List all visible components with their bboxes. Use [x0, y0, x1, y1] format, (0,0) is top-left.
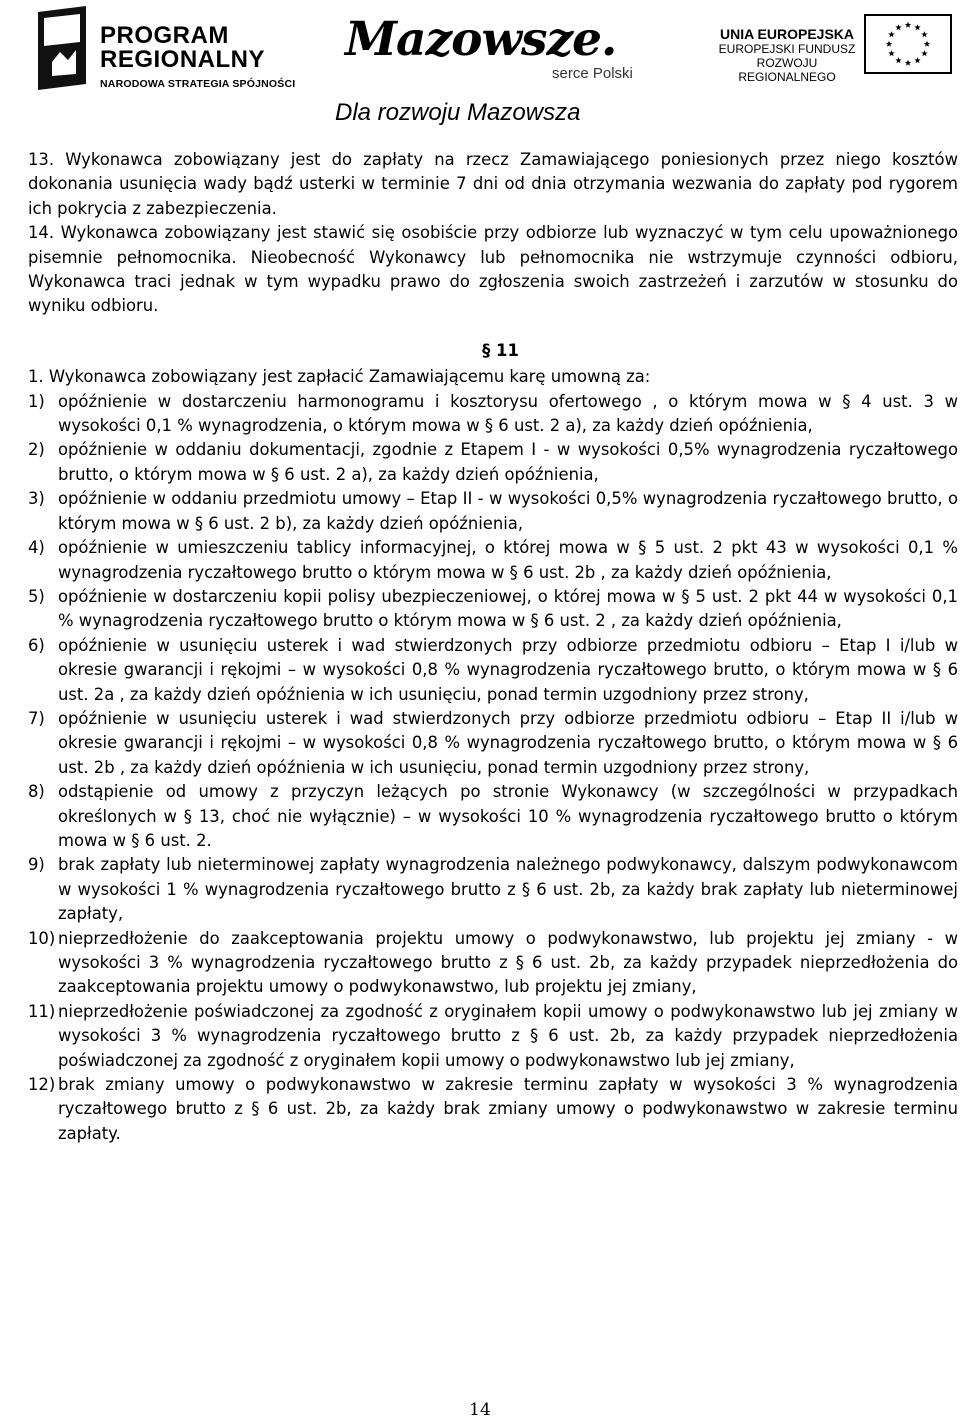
program-logo-line3: NARODOWA STRATEGIA SPÓJNOŚCI — [100, 78, 296, 90]
list-item-number: 12) — [28, 1075, 56, 1095]
list-item — [28, 487, 958, 536]
eu-star-icon — [905, 60, 911, 66]
program-regionalny-logo — [30, 4, 300, 94]
list-item-text: opóźnienie w dostarczeniu harmonogramu i kosztorysu ofertowego , o którym mowa w § 4 ust. 3 w wysokości 0,1 % wynagrodzenia, o którym mowa w § 6 ust. 2 a), za każdy dzień opóźnienia, — [58, 391, 958, 436]
list-item-text: opóźnienie w dostarczeniu kopii polisy ubezpieczeniowej, o której mowa w § 5 ust. 2 pkt 44 w wysokości 0,1 % wynagrodzenia ryczałtowego brutto o którym mowa w § 6 ust. 2 , za każdy dzień opóźnienia, — [58, 586, 958, 631]
list-item — [28, 780, 958, 853]
list-item-text: brak zapłaty lub nieterminowej zapłaty wynagrodzenia należnego podwykonawcy, dalszym podwykonawcom w wysokości 1 % wynagrodzenia ryczałtowego brutto z § 6 ust. 2b, za każdy brak zapłaty lub nieterminowej zapłaty, — [58, 855, 958, 924]
document-body — [28, 148, 958, 1146]
eu-flag-icon — [864, 14, 952, 74]
list-item-number: 6) — [28, 635, 45, 655]
eu-star-icon — [895, 57, 901, 63]
list-item — [28, 853, 958, 926]
program-logo-line1: PROGRAM — [100, 22, 229, 49]
eu-star-icon — [886, 41, 892, 47]
list-item-number: 1) — [28, 391, 45, 411]
eu-star-icon — [888, 31, 894, 37]
program-logo-text — [100, 24, 295, 90]
list-item-number: 8) — [28, 782, 45, 802]
eu-star-icon — [914, 24, 920, 30]
list-item-text: opóźnienie w usunięciu usterek i wad stwierdzonych przy odbiorze przedmiotu odbioru – Etap I i/lub w okresie gwarancji i rękojmi – w wysokości 0,8 % wynagrodzenia ryczałtowego brutto, o którym mowa w § 6 ust. 2a , za każdy dzień opóźnienia w ich usunięciu, ponad termin uzgodniony przez strony, — [58, 635, 958, 704]
list-intro: 1. Wykonawca zobowiązany jest zapłacić Zamawiającemu karę umowną za: — [28, 367, 651, 387]
list-item — [28, 390, 958, 439]
page-header — [0, 0, 960, 135]
list-item-number: 3) — [28, 489, 45, 509]
eu-star-icon — [921, 50, 927, 56]
list-item — [28, 585, 958, 634]
list-item-number: 4) — [28, 538, 45, 558]
list-item — [28, 927, 958, 1000]
mazowsze-logo-subtitle: serce Polski — [552, 65, 633, 82]
list-item — [28, 438, 958, 487]
paragraph-13: 13. Wykonawca zobowiązany jest do zapłaty na rzecz Zamawiającego poniesionych przez niego kosztów dokonania usunięcia wady bądź usterki w terminie 7 dni od dnia otrzymania wezwania do zapłaty pod rygorem ich pokrycia z zabezpieczenia. — [28, 150, 958, 218]
list-item-number: 10) — [28, 928, 56, 948]
eu-star-icon — [888, 50, 894, 56]
section-heading: § 11 — [482, 340, 519, 360]
eu-logo-text — [712, 26, 862, 84]
list-item-text: odstąpienie od umowy z przyczyn leżących po stronie Wykonawcy (w szczególności w przypadkach określonych w § 13, choć nie wyłącznie) – w wysokości 10 % wynagrodzenia ryczałtowego brutto o którym mowa w § 6 ust. 2. — [58, 782, 958, 850]
list-item-text: nieprzedłożenie do zaakceptowania projektu umowy o podwykonawstwo, lub projektu jej zmiany - w wysokości 3 % wynagrodzenia ryczałtowego brutto z § 6 ust. 2b, za każdy przypadek nieprzedłożenia do zaakceptowania projektu umowy o podwykonawstwo, lub projektu jej zmiany, — [58, 928, 958, 997]
mazowsze-logo — [345, 10, 645, 90]
list-item-text: opóźnienie w oddaniu dokumentacji, zgodnie z Etapem I - w wysokości 0,5% wynagrodzenia ryczałtowego brutto, o którym mowa w § 6 ust. 2 a), za każdy dzień opóźnienia, — [58, 440, 958, 484]
list-item-text: opóźnienie w usunięciu usterek i wad stwierdzonych przy odbiorze przedmiotu odbioru – Etap II i/lub w okresie gwarancji i rękojmi – w wysokości 0,8 % wynagrodzenia ryczałtowego brutto, o którym mowa w § 6 ust. 2b , za każdy dzień opóźnienia w ich usunięciu, ponad termin uzgodniony przez strony, — [58, 708, 958, 777]
list-item — [28, 634, 958, 707]
list-item — [28, 707, 958, 780]
list-item-text: opóźnienie w oddaniu przedmiotu umowy – Etap II - w wysokości 0,5% wynagrodzenia ryczałtowego brutto, o którym mowa w § 6 ust. 2 b), za każdy dzień opóźnienia, — [58, 489, 958, 533]
list-item — [28, 1073, 958, 1146]
program-flag-icon — [30, 4, 94, 90]
list-item-number: 5) — [28, 586, 45, 606]
motto: Dla rozwoju Mazowsza — [335, 99, 581, 126]
list-item-text: brak zmiany umowy o podwykonawstwo w zakresie terminu zapłaty w wysokości 3 % wynagrodzenia ryczałtowego brutto z § 6 ust. 2b, za każdy brak zmiany umowy o podwykonawstwo w zakresie terminu zapłaty. — [58, 1075, 958, 1143]
eu-logo — [712, 12, 952, 82]
list-item-number: 7) — [28, 708, 45, 728]
program-logo-line2: REGIONALNY — [100, 46, 266, 73]
paragraph-14: 14. Wykonawca zobowiązany jest stawić się osobiście przy odbiorze lub wyznaczyć w tym celu upoważnionego pisemnie pełnomocnika. Nieobecność Wykonawcy lub pełnomocnika nie wstrzymuje czynności odbioru, Wykonawca traci jednak w tym wypadku prawo do zgłoszenia swoich zastrzeżeń i zarzutów w stosunku do wyniku odbioru. — [28, 223, 958, 316]
eu-star-icon — [924, 41, 930, 47]
list-item-number: 2) — [28, 440, 45, 460]
eu-star-icon — [914, 57, 920, 63]
list-item — [28, 536, 958, 585]
eu-logo-line1: UNIA EUROPEJSKA — [719, 26, 855, 42]
mazowsze-logo-name: Mazowsze. — [345, 12, 617, 67]
list-item-number: 9) — [28, 855, 45, 875]
eu-star-icon — [921, 31, 927, 37]
list-item — [28, 1000, 958, 1073]
list-item-number: 11) — [28, 1001, 56, 1021]
page-number: 14 — [469, 1400, 491, 1420]
eu-star-icon — [895, 24, 901, 30]
list-item-text: nieprzedłożenie poświadczonej za zgodność z oryginałem kopii umowy o podwykonawstwo lub jej zmiany w wysokości 3 % wynagrodzenia ryczałtowego brutto z § 6 ust. 2b, za każdy przypadek nieprzedłożenia poświadczonej za zgodność z oryginałem kopii umowy o podwykonawstwo lub jej zmiany, — [58, 1001, 958, 1070]
list-item-text: opóźnienie w umieszczeniu tablicy informacyjnej, o której mowa w § 5 ust. 2 pkt 43 w wysokości 0,1 % wynagrodzenia ryczałtowego brutto o którym mowa w § 6 ust. 2b , za każdy dzień opóźnienia, — [58, 538, 958, 582]
eu-logo-line3: ROZWOJU REGIONALNEGO — [738, 56, 836, 84]
eu-star-icon — [905, 22, 911, 28]
eu-logo-line2: EUROPEJSKI FUNDUSZ — [718, 42, 856, 56]
